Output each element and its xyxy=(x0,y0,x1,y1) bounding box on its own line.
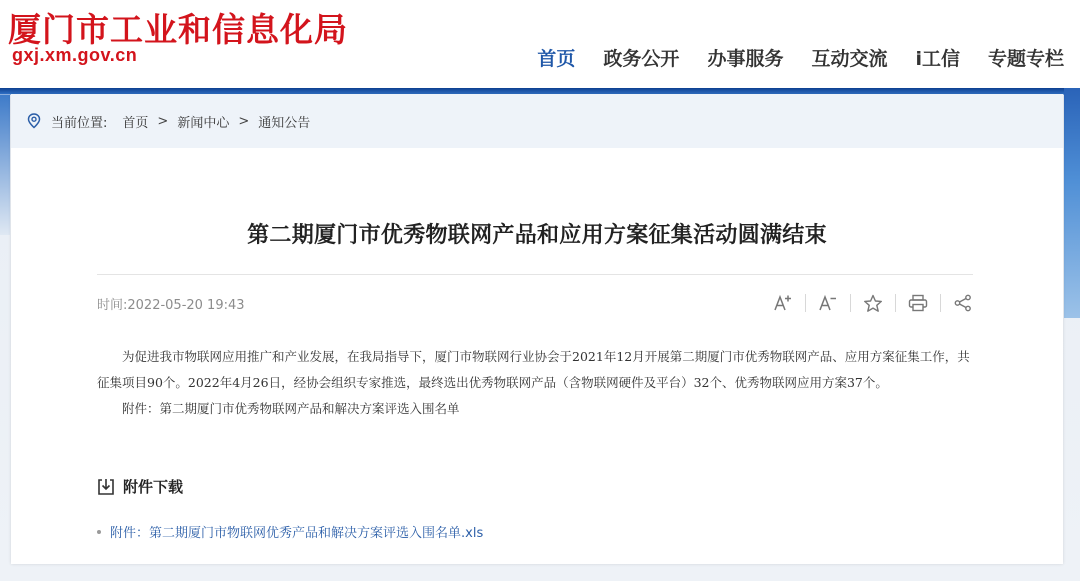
attachment-link-label[interactable]: 附件：第二期厦门市物联网优秀产品和解决方案评选入围名单.xls xyxy=(110,526,484,541)
banner-edge-right xyxy=(1064,88,1080,318)
article-title: 第二期厦门市优秀物联网产品和应用方案征集活动圆满结束 xyxy=(247,223,827,248)
nav-item-interaction[interactable]: 互动交流 xyxy=(811,48,888,70)
download-icon xyxy=(97,478,115,496)
banner-edge-left xyxy=(0,95,10,235)
attachments-heading-label: 附件下载 xyxy=(123,478,184,496)
breadcrumb-notices[interactable]: 通知公告 xyxy=(258,115,311,131)
location-pin-icon xyxy=(27,113,41,129)
print-icon[interactable] xyxy=(906,292,930,314)
article-body xyxy=(97,344,975,422)
breadcrumb-news-center[interactable]: 新闻中心 xyxy=(177,115,230,131)
breadcrumb-prefix: 当前位置: xyxy=(51,115,108,131)
publish-time: 时间:2022-05-20 19:43 xyxy=(97,298,245,313)
breadcrumb-separator: > xyxy=(238,113,250,129)
list-bullet xyxy=(97,530,101,534)
nav-item-home[interactable]: 首页 xyxy=(537,48,576,70)
nav-item-topics[interactable]: 专题专栏 xyxy=(987,48,1064,70)
breadcrumb xyxy=(11,94,1063,148)
font-increase-icon[interactable] xyxy=(771,292,795,314)
toolbar-divider xyxy=(850,294,851,312)
title-divider xyxy=(97,274,973,275)
nav-item-i-gongxin[interactable]: i工信 xyxy=(915,48,960,70)
toolbar-divider xyxy=(805,294,806,312)
toolbar-divider xyxy=(895,294,896,312)
site-logo-text[interactable]: 厦门市工业和信息化局 xyxy=(8,10,348,49)
article-card xyxy=(11,94,1063,564)
toolbar-divider xyxy=(940,294,941,312)
article-paragraph-attachment-note: 附件：第二期厦门市优秀物联网产品和解决方案评选入围名单 xyxy=(122,401,460,416)
site-header xyxy=(0,0,1080,92)
article-paragraph: 为促进我市物联网应用推广和产业发展，在我局指导下，厦门市物联网行业协会于2021年12月开展第二期厦门市优秀物联网产品、应用方案征集工作，共征集项目90个。2022年4月26日，经协会组织专家推选，最终选出优秀物联网产品（含物联网硬件及平台）32个、优秀物联网应用方案37个。 xyxy=(97,349,970,390)
nav-item-gov-affairs[interactable]: 政务公开 xyxy=(603,48,680,70)
font-decrease-icon[interactable] xyxy=(816,292,840,314)
breadcrumb-separator: > xyxy=(157,113,169,129)
star-icon[interactable] xyxy=(861,292,885,314)
main-nav xyxy=(537,44,1064,71)
breadcrumb-home[interactable]: 首页 xyxy=(122,115,149,131)
attachments-heading xyxy=(97,476,183,497)
article-toolbar xyxy=(771,292,975,314)
nav-item-services[interactable]: 办事服务 xyxy=(707,48,784,70)
share-icon[interactable] xyxy=(951,292,975,314)
site-domain: gxj.xm.gov.cn xyxy=(12,45,138,65)
attachment-link[interactable] xyxy=(97,522,483,541)
